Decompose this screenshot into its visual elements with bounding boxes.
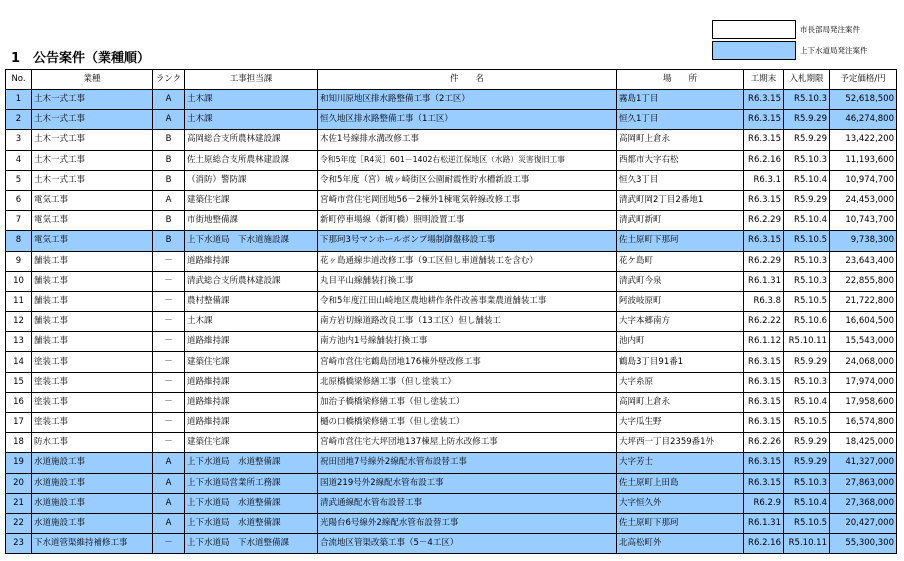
cell-name: 令和5年度［R4災］601－1402右松逆江保地区（水路）災害復旧工事: [318, 150, 617, 170]
cell-type: 舗装工事: [32, 271, 153, 291]
cell-price: 27,368,000: [830, 493, 897, 513]
cell-deadline: R5.10.5: [784, 413, 830, 433]
cell-price: 18,425,000: [830, 433, 897, 453]
cell-dept: 建築住宅課: [185, 352, 318, 372]
cell-name: 恒久地区排水路整備工事（1工区）: [318, 110, 617, 130]
cell-dept: 道路維持課: [185, 413, 318, 433]
cell-price: 24,453,000: [830, 190, 897, 210]
table-row: [6, 251, 897, 271]
cell-end: R6.3.1: [744, 170, 784, 190]
col-price: 予定価格/円: [830, 70, 897, 90]
cell-no: 22: [6, 513, 32, 533]
cell-deadline: R5.10.3: [784, 150, 830, 170]
cell-end: R6.3.15: [744, 110, 784, 130]
cell-name: 清武通線配水管布設替工事: [318, 493, 617, 513]
cell-type: 舗装工事: [32, 291, 153, 311]
cell-name: 宮崎市営住宅鶴島団地176棟外壁改修工事: [318, 352, 617, 372]
table-row: [6, 493, 897, 513]
cell-rank: －: [153, 534, 185, 554]
cell-place: 大坪西一丁目2359番1外: [617, 433, 744, 453]
legend: [712, 19, 868, 61]
cell-no: 13: [6, 332, 32, 352]
cell-place: 佐土原町下那珂: [617, 513, 744, 533]
legend-row-mayor: [712, 19, 868, 40]
cell-no: 8: [6, 231, 32, 251]
cell-deadline: R5.9.29: [784, 110, 830, 130]
cell-no: 5: [6, 170, 32, 190]
cell-type: 土木一式工事: [32, 150, 153, 170]
table-row: [6, 392, 897, 412]
cell-place: 恒久1丁目: [617, 110, 744, 130]
cell-rank: A: [153, 473, 185, 493]
cell-place: 池内町: [617, 332, 744, 352]
cell-deadline: R5.10.4: [784, 392, 830, 412]
cell-end: R6.3.15: [744, 130, 784, 150]
cell-name: 和知川原地区排水路整備工事（2工区）: [318, 90, 617, 110]
cell-type: 塗装工事: [32, 392, 153, 412]
cell-end: R6.3.15: [744, 473, 784, 493]
cell-rank: －: [153, 251, 185, 271]
cell-dept: 道路維持課: [185, 372, 318, 392]
cell-dept: 上下水道局営業所工務課: [185, 473, 318, 493]
cell-place: 清武町岡2丁目2番地1: [617, 190, 744, 210]
cell-name: 南方岩切線道路改良工事（13工区）但し舗装工: [318, 312, 617, 332]
cell-no: 15: [6, 372, 32, 392]
cell-rank: －: [153, 392, 185, 412]
table-row: [6, 110, 897, 130]
cell-place: 佐土原町下那珂: [617, 231, 744, 251]
cell-dept: 農村整備課: [185, 291, 318, 311]
cell-place: 大字恒久外: [617, 493, 744, 513]
cell-deadline: R5.10.11: [784, 332, 830, 352]
cell-dept: 上下水道局 水道整備課: [185, 493, 318, 513]
cell-rank: A: [153, 513, 185, 533]
cell-price: 10,974,700: [830, 170, 897, 190]
cell-place: 大字瓜生野: [617, 413, 744, 433]
cell-name: 令和5年度江田山崎地区農地耕作条件改善事業農道舗装工事: [318, 291, 617, 311]
cell-no: 1: [6, 90, 32, 110]
cell-no: 14: [6, 352, 32, 372]
cell-type: 水道施設工事: [32, 513, 153, 533]
col-type: 業種: [32, 70, 153, 90]
legend-swatch-blue: [712, 41, 796, 60]
cell-place: 大字芳士: [617, 453, 744, 473]
cell-price: 20,427,000: [830, 513, 897, 533]
cell-type: 土木一式工事: [32, 90, 153, 110]
cell-no: 19: [6, 453, 32, 473]
table-row: [6, 352, 897, 372]
cell-dept: 上下水道局 水道整備課: [185, 513, 318, 533]
cell-price: 21,722,800: [830, 291, 897, 311]
cell-place: 高岡町上倉永: [617, 130, 744, 150]
cell-name: 下那珂3号マンホールポンプ場制御盤移設工事: [318, 231, 617, 251]
cell-name: 国道219号外2線配水管布設工事: [318, 473, 617, 493]
col-rank: ランク: [153, 70, 185, 90]
cell-type: 水道施設工事: [32, 453, 153, 473]
cell-end: R6.2.16: [744, 534, 784, 554]
cell-no: 9: [6, 251, 32, 271]
table-row: [6, 150, 897, 170]
cell-type: 塗装工事: [32, 352, 153, 372]
cell-price: 27,863,000: [830, 473, 897, 493]
table-row: [6, 291, 897, 311]
cell-dept: 道路維持課: [185, 392, 318, 412]
col-dept: 工事担当課: [185, 70, 318, 90]
cell-price: 17,958,600: [830, 392, 897, 412]
cell-dept: 高岡総合支所農林建設課: [185, 130, 318, 150]
cell-type: 電気工事: [32, 211, 153, 231]
cell-end: R6.1.31: [744, 271, 784, 291]
table-row: [6, 312, 897, 332]
cell-name: 新町停車場線（新町橋）照明設置工事: [318, 211, 617, 231]
cell-name: 宮崎市営住宅岡団地56－2棟外1棟電気幹線改修工事: [318, 190, 617, 210]
col-deadline: 入札期限: [784, 70, 830, 90]
cell-no: 4: [6, 150, 32, 170]
cell-name: 北原橋橋梁修繕工事（但し塗装工）: [318, 372, 617, 392]
cell-deadline: R5.9.29: [784, 352, 830, 372]
cell-name: 南方池内1号線舗装打換工事: [318, 332, 617, 352]
cell-dept: 道路維持課: [185, 332, 318, 352]
cell-deadline: R5.10.5: [784, 231, 830, 251]
cell-dept: 佐土原総合支所農林建設課: [185, 150, 318, 170]
cell-type: 塗装工事: [32, 413, 153, 433]
cell-name: 丸目平山線舗装打換工事: [318, 271, 617, 291]
table-row: [6, 211, 897, 231]
cell-end: R6.2.29: [744, 211, 784, 231]
cell-rank: －: [153, 291, 185, 311]
cell-no: 20: [6, 473, 32, 493]
cell-place: 清武町今泉: [617, 271, 744, 291]
cell-name: 光陽台6号線外2線配水管布設替工事: [318, 513, 617, 533]
cell-deadline: R5.10.3: [784, 251, 830, 271]
cell-price: 16,604,500: [830, 312, 897, 332]
cell-price: 55,300,300: [830, 534, 897, 554]
cell-deadline: R5.10.3: [784, 271, 830, 291]
cell-type: 水道施設工事: [32, 493, 153, 513]
cell-place: 佐土原町上田島: [617, 473, 744, 493]
cell-no: 10: [6, 271, 32, 291]
cell-end: R6.3.8: [744, 291, 784, 311]
cell-dept: 道路維持課: [185, 251, 318, 271]
cell-place: 西都市大字右松: [617, 150, 744, 170]
table-row: [6, 453, 897, 473]
cell-place: 大字本郷南方: [617, 312, 744, 332]
cell-deadline: R5.10.11: [784, 534, 830, 554]
cell-rank: －: [153, 352, 185, 372]
cell-deadline: R5.10.3: [784, 90, 830, 110]
cell-rank: A: [153, 190, 185, 210]
cell-type: 塗装工事: [32, 372, 153, 392]
cell-rank: B: [153, 170, 185, 190]
cell-price: 41,327,000: [830, 453, 897, 473]
cell-no: 3: [6, 130, 32, 150]
cell-rank: A: [153, 493, 185, 513]
cell-rank: B: [153, 231, 185, 251]
cell-place: 花ケ島町: [617, 251, 744, 271]
cell-deadline: R5.9.29: [784, 433, 830, 453]
col-place: 場 所: [617, 70, 744, 90]
table-row: [6, 372, 897, 392]
cell-no: 12: [6, 312, 32, 332]
cell-end: R6.1.31: [744, 513, 784, 533]
cell-price: 17,974,000: [830, 372, 897, 392]
cell-dept: 土木課: [185, 90, 318, 110]
cell-rank: A: [153, 110, 185, 130]
cell-rank: B: [153, 130, 185, 150]
cell-end: R6.3.15: [744, 392, 784, 412]
cell-deadline: R5.10.4: [784, 211, 830, 231]
cell-type: 水道施設工事: [32, 473, 153, 493]
cell-price: 24,068,000: [830, 352, 897, 372]
cell-rank: －: [153, 271, 185, 291]
cell-name: 花ヶ島通線歩道改修工事（9工区但し車道舗装工を含む）: [318, 251, 617, 271]
cell-price: 10,743,700: [830, 211, 897, 231]
cell-deadline: R5.10.3: [784, 473, 830, 493]
table-row: [6, 433, 897, 453]
cell-dept: 建築住宅課: [185, 433, 318, 453]
table-row: [6, 332, 897, 352]
legend-label-mayor: 市長部局発注案件: [800, 25, 860, 34]
cell-no: 6: [6, 190, 32, 210]
cell-name: 樋の口橋橋梁修繕工事（但し塗装工）: [318, 413, 617, 433]
cell-deadline: R5.10.6: [784, 312, 830, 332]
cell-place: 阿波岐原町: [617, 291, 744, 311]
col-end: 工期末: [744, 70, 784, 90]
cell-end: R6.3.15: [744, 90, 784, 110]
cell-type: 土木一式工事: [32, 170, 153, 190]
cell-no: 21: [6, 493, 32, 513]
table-row: [6, 534, 897, 554]
cell-rank: －: [153, 372, 185, 392]
cell-end: R6.2.16: [744, 150, 784, 170]
cell-end: R6.3.15: [744, 231, 784, 251]
cell-no: 11: [6, 291, 32, 311]
cell-name: 木佐1号線排水溝改修工事: [318, 130, 617, 150]
cell-end: R6.1.12: [744, 332, 784, 352]
cell-deadline: R5.9.29: [784, 190, 830, 210]
header-row: [6, 70, 897, 90]
cell-type: 舗装工事: [32, 251, 153, 271]
cell-price: 13,422,200: [830, 130, 897, 150]
table-row: [6, 190, 897, 210]
cell-deadline: R5.9.29: [784, 453, 830, 473]
table-row: [6, 473, 897, 493]
cell-no: 2: [6, 110, 32, 130]
cell-dept: 建築住宅課: [185, 190, 318, 210]
cell-dept: 上下水道局 水道整備課: [185, 453, 318, 473]
cell-deadline: R5.10.5: [784, 291, 830, 311]
cell-place: 北高松町外: [617, 534, 744, 554]
table-row: [6, 271, 897, 291]
table-row: [6, 90, 897, 110]
cell-name: 祝田団地7号線外2線配水管布設替工事: [318, 453, 617, 473]
cell-end: R6.3.15: [744, 352, 784, 372]
legend-label-water: 上下水道局発注案件: [800, 46, 868, 55]
cell-type: 土木一式工事: [32, 130, 153, 150]
cell-dept: 市街地整備課: [185, 211, 318, 231]
cell-dept: 清武総合支所農林建設課: [185, 271, 318, 291]
cell-type: 下水道管渠維持補修工事: [32, 534, 153, 554]
cell-place: 清武町新町: [617, 211, 744, 231]
table-row: [6, 231, 897, 251]
cell-deadline: R5.10.3: [784, 372, 830, 392]
cell-deadline: R5.9.29: [784, 130, 830, 150]
cell-price: 22,855,800: [830, 271, 897, 291]
cell-name: 宮崎市営住宅大坪団地137棟屋上防水改修工事: [318, 433, 617, 453]
cell-deadline: R5.10.5: [784, 513, 830, 533]
bid-table: [5, 69, 897, 554]
cell-no: 18: [6, 433, 32, 453]
cell-type: 防水工事: [32, 433, 153, 453]
cell-name: 加治子橋橋梁修繕工事（但し塗装工）: [318, 392, 617, 412]
cell-price: 9,738,300: [830, 231, 897, 251]
cell-type: 舗装工事: [32, 332, 153, 352]
cell-place: 大字糸原: [617, 372, 744, 392]
cell-rank: A: [153, 453, 185, 473]
cell-rank: －: [153, 433, 185, 453]
col-no: No.: [6, 70, 32, 90]
cell-place: 恒久3丁目: [617, 170, 744, 190]
cell-price: 46,274,800: [830, 110, 897, 130]
cell-dept: 土木課: [185, 110, 318, 130]
cell-dept: 上下水道局 下水道整備課: [185, 534, 318, 554]
cell-price: 15,543,000: [830, 332, 897, 352]
table-row: [6, 130, 897, 150]
cell-dept: 土木課: [185, 312, 318, 332]
table-row: [6, 513, 897, 533]
cell-rank: B: [153, 211, 185, 231]
cell-no: 16: [6, 392, 32, 412]
cell-rank: －: [153, 312, 185, 332]
cell-price: 52,618,500: [830, 90, 897, 110]
table-row: [6, 413, 897, 433]
cell-rank: A: [153, 90, 185, 110]
legend-swatch-white: [712, 20, 796, 39]
cell-rank: B: [153, 150, 185, 170]
cell-end: R6.2.26: [744, 433, 784, 453]
cell-place: 鶴島3丁目91番1: [617, 352, 744, 372]
cell-type: 電気工事: [32, 190, 153, 210]
cell-no: 7: [6, 211, 32, 231]
cell-end: R6.3.15: [744, 190, 784, 210]
cell-end: R6.2.9: [744, 493, 784, 513]
cell-name: 令和5年度（宮）城ヶ崎街区公園耐震性貯水槽新設工事: [318, 170, 617, 190]
cell-dept: （消防）警防課: [185, 170, 318, 190]
col-name: 件 名: [318, 70, 617, 90]
cell-dept: 上下水道局 下水道施設課: [185, 231, 318, 251]
cell-type: 電気工事: [32, 231, 153, 251]
cell-place: 霧島1丁目: [617, 90, 744, 110]
legend-row-water: [712, 40, 868, 61]
cell-price: 11,193,600: [830, 150, 897, 170]
cell-no: 17: [6, 413, 32, 433]
cell-end: R6.3.15: [744, 413, 784, 433]
page-heading: 1 公告案件（業種順）: [11, 51, 151, 66]
cell-price: 23,643,400: [830, 251, 897, 271]
cell-rank: －: [153, 413, 185, 433]
cell-deadline: R5.10.4: [784, 493, 830, 513]
cell-end: R6.2.22: [744, 312, 784, 332]
cell-type: 舗装工事: [32, 312, 153, 332]
cell-deadline: R5.10.4: [784, 170, 830, 190]
cell-no: 23: [6, 534, 32, 554]
table-row: [6, 170, 897, 190]
cell-type: 土木一式工事: [32, 110, 153, 130]
cell-end: R6.3.15: [744, 372, 784, 392]
cell-price: 16,574,800: [830, 413, 897, 433]
cell-end: R6.2.29: [744, 251, 784, 271]
cell-rank: －: [153, 332, 185, 352]
cell-name: 合流地区管渠改築工事（5－4工区）: [318, 534, 617, 554]
cell-end: R6.3.15: [744, 453, 784, 473]
cell-place: 高岡町上倉永: [617, 392, 744, 412]
